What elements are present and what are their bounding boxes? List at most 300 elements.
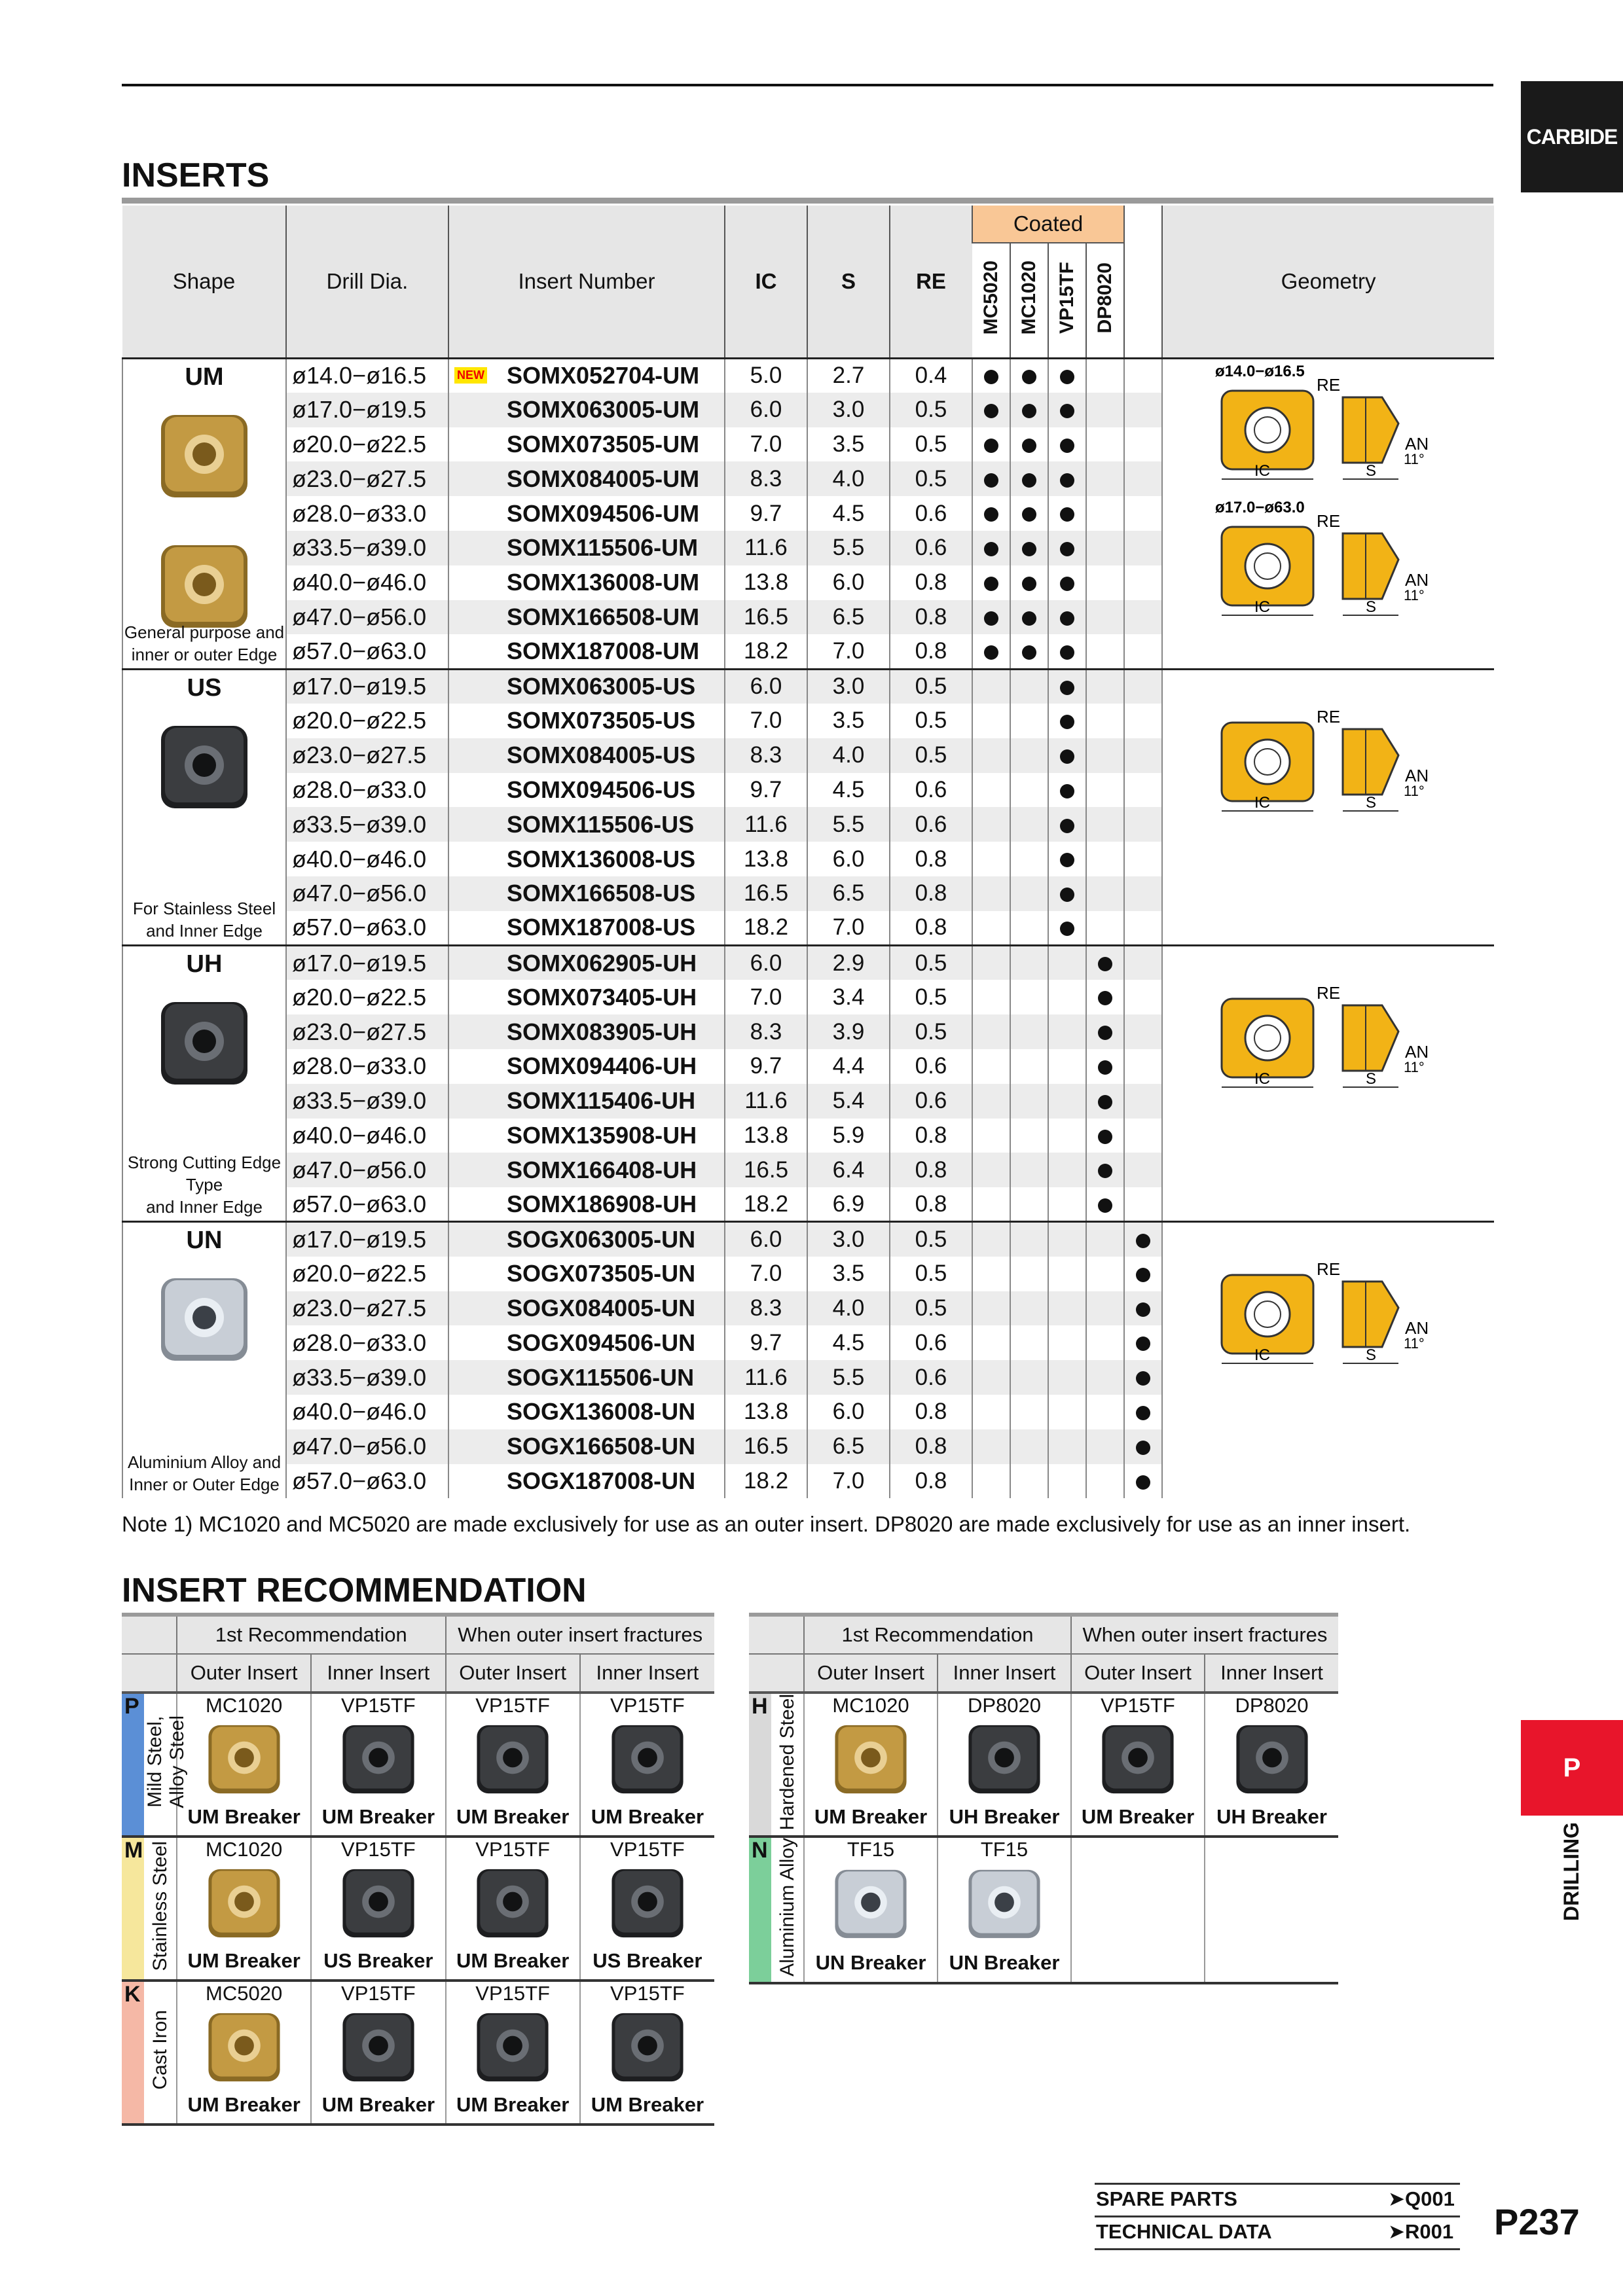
s-value: 6.0 — [807, 1395, 890, 1429]
insert-number[interactable] — [448, 876, 725, 911]
insert-number-text: SOGX084005-UN — [507, 1294, 696, 1321]
grade-availability — [1086, 1119, 1124, 1153]
material-code-k: K — [122, 1981, 144, 2125]
insert-number[interactable] — [448, 1187, 725, 1222]
ic-value: 6.0 — [725, 669, 807, 704]
svg-text:IC: IC — [1254, 793, 1271, 812]
ic-value: 7.0 — [725, 980, 807, 1014]
grade-availability — [1086, 1014, 1124, 1049]
recommended-grade: TF15 — [938, 1837, 1071, 1863]
recommended-grade: VP15TF — [311, 1693, 445, 1719]
grade-availability — [1010, 1187, 1048, 1222]
col-tf15-spacer — [1124, 206, 1162, 358]
drilling-label: DRILLING — [1559, 1822, 1583, 1922]
grade-availability — [1086, 531, 1124, 565]
grade-availability — [1010, 1222, 1048, 1257]
insert-number[interactable] — [448, 1014, 725, 1049]
grade-availability — [1010, 358, 1048, 393]
recommended-grade: VP15TF — [446, 1837, 580, 1863]
ic-value: 13.8 — [725, 565, 807, 600]
inserts-title-bar — [122, 198, 1493, 204]
grade-availability — [972, 1187, 1010, 1222]
insert-number-text: SOGX063005-UN — [507, 1226, 696, 1253]
drill-dia: ø23.0−ø27.5 — [286, 738, 448, 773]
insert-note: Note 1) MC1020 and MC5020 are made exclusively for use as an outer insert. DP8020 are made exclusively for use as an inner insert. — [122, 1512, 1411, 1536]
category-tab[interactable] — [1521, 81, 1623, 192]
grade-availability — [1086, 600, 1124, 635]
breaker-type: UM Breaker — [580, 1805, 714, 1837]
insert-number[interactable] — [448, 946, 725, 980]
grade-availability — [1086, 704, 1124, 738]
insert-number[interactable] — [448, 461, 725, 496]
grade-availability — [1124, 1084, 1162, 1119]
grade-availability — [1048, 634, 1086, 669]
drill-dia: ø17.0−ø19.5 — [286, 393, 448, 427]
shape-cell-un — [122, 1222, 286, 1498]
insert-number-text: SOMX094506-US — [507, 776, 696, 803]
availability-dot-icon — [984, 370, 998, 384]
breaker-type: UM Breaker — [446, 2093, 580, 2125]
insert-number[interactable] — [448, 911, 725, 946]
recommended-insert-photo — [580, 2007, 714, 2093]
grade-availability — [1086, 358, 1124, 393]
drill-dia: ø17.0−ø19.5 — [286, 946, 448, 980]
s-value: 3.0 — [807, 1222, 890, 1257]
s-value: 2.7 — [807, 358, 890, 393]
drill-dia: ø20.0−ø22.5 — [286, 704, 448, 738]
insert-number[interactable] — [448, 531, 725, 565]
grade-availability — [972, 461, 1010, 496]
hdr-outer-insert: Outer Insert — [1071, 1654, 1205, 1693]
breaker-type: UM Breaker — [177, 2093, 311, 2125]
s-value: 3.5 — [807, 1257, 890, 1291]
recommended-insert-photo — [446, 2007, 580, 2093]
re-value: 0.5 — [890, 1257, 972, 1291]
grade-availability — [1048, 1257, 1086, 1291]
grade-availability — [1124, 980, 1162, 1014]
hdr-inner-insert: Inner Insert — [938, 1654, 1071, 1693]
svg-text:AN: AN — [1405, 765, 1429, 785]
geometry-drawing — [1163, 365, 1494, 495]
drill-dia: ø33.5−ø39.0 — [286, 1360, 448, 1395]
drill-dia: ø57.0−ø63.0 — [286, 1187, 448, 1222]
grade-availability — [1124, 1325, 1162, 1360]
grade-availability — [972, 358, 1010, 393]
grade-availability — [972, 1257, 1010, 1291]
insert-number[interactable] — [448, 704, 725, 738]
ic-value: 9.7 — [725, 496, 807, 531]
grade-availability — [972, 393, 1010, 427]
re-value: 0.5 — [890, 980, 972, 1014]
grade-availability — [1010, 496, 1048, 531]
hdr-outer-insert: Outer Insert — [804, 1654, 938, 1693]
grade-availability — [1124, 565, 1162, 600]
breaker-type: UN Breaker — [804, 1951, 938, 1983]
insert-number-text: SOMX084005-US — [507, 742, 696, 769]
material-name: Cast Iron — [144, 1981, 177, 2125]
drill-dia: ø28.0−ø33.0 — [286, 773, 448, 808]
drill-dia: ø57.0−ø63.0 — [286, 634, 448, 669]
grade-availability — [1048, 1119, 1086, 1153]
grade-availability — [1124, 634, 1162, 669]
grade-availability — [1086, 1360, 1124, 1395]
col-s: S — [807, 206, 890, 358]
ic-value: 9.7 — [725, 1049, 807, 1084]
geometry-cell-uh — [1162, 946, 1494, 1222]
availability-dot-icon — [984, 542, 998, 556]
geometry-drawing — [1163, 501, 1494, 632]
availability-dot-icon — [1098, 991, 1112, 1005]
grade-availability — [972, 1084, 1010, 1119]
grade-availability — [1124, 1187, 1162, 1222]
shape-caption: For Stainless Steel and Inner Edge — [132, 899, 276, 941]
recommended-grade: VP15TF — [311, 1837, 445, 1863]
s-value: 3.9 — [807, 1014, 890, 1049]
s-value: 5.4 — [807, 1084, 890, 1119]
grade-availability — [1048, 531, 1086, 565]
availability-dot-icon — [1022, 439, 1036, 453]
insert-number[interactable] — [448, 807, 725, 842]
drill-dia: ø23.0−ø27.5 — [286, 1291, 448, 1326]
grade-availability — [1086, 911, 1124, 946]
shape-cell-us — [122, 669, 286, 945]
grade-availability — [1124, 427, 1162, 462]
availability-dot-icon — [1060, 888, 1074, 902]
availability-dot-icon — [1060, 577, 1074, 591]
grade-availability — [1010, 807, 1048, 842]
re-value: 0.6 — [890, 773, 972, 808]
drill-dia: ø40.0−ø46.0 — [286, 565, 448, 600]
insert-number-text: SOMX083905-UH — [507, 1018, 697, 1045]
grade-availability — [1048, 704, 1086, 738]
availability-dot-icon — [984, 439, 998, 453]
insert-number[interactable] — [448, 1395, 725, 1429]
insert-number[interactable] — [448, 1325, 725, 1360]
hdr-outer-insert: Outer Insert — [177, 1654, 311, 1693]
insert-number-text: SOMX186908-UH — [507, 1190, 697, 1217]
grade-availability — [1048, 876, 1086, 911]
availability-dot-icon — [1060, 922, 1074, 936]
grade-availability — [1048, 565, 1086, 600]
grade-availability — [1048, 807, 1086, 842]
grade-availability — [1048, 1360, 1086, 1395]
ic-value: 16.5 — [725, 600, 807, 635]
material-name: Mild Steel, Alloy Steel — [144, 1693, 177, 1837]
grade-availability — [972, 876, 1010, 911]
s-value: 3.5 — [807, 704, 890, 738]
hdr-outer-fracture: When outer insert fractures — [446, 1617, 715, 1654]
recommended-grade: MC1020 — [177, 1837, 311, 1863]
ic-value: 6.0 — [725, 393, 807, 427]
geometry-drawing — [1163, 973, 1494, 1103]
insert-number[interactable] — [448, 1084, 725, 1119]
s-value: 6.5 — [807, 600, 890, 635]
col-re: RE — [890, 206, 972, 358]
availability-dot-icon — [1060, 542, 1074, 556]
insert-number-text: SOMX166508-US — [507, 880, 696, 907]
grade-availability — [1124, 461, 1162, 496]
grade-availability — [972, 773, 1010, 808]
breaker-type: UM Breaker — [804, 1805, 938, 1837]
grade-availability — [1010, 1119, 1048, 1153]
s-value: 3.0 — [807, 393, 890, 427]
re-value: 0.8 — [890, 565, 972, 600]
availability-dot-icon — [1060, 507, 1074, 522]
grade-availability — [1086, 946, 1124, 980]
recommended-grade: VP15TF — [580, 1693, 714, 1719]
material-name: Aluminium Alloy — [771, 1837, 804, 1983]
insert-number[interactable] — [448, 1360, 725, 1395]
insert-number-text: SOMX166408-UH — [507, 1156, 697, 1183]
svg-text:RE: RE — [1317, 511, 1341, 531]
insert-number-text: SOMX166508-UM — [507, 603, 700, 630]
grade-availability — [1010, 1325, 1048, 1360]
insert-number[interactable] — [448, 1119, 725, 1153]
drill-dia: ø47.0−ø56.0 — [286, 876, 448, 911]
availability-dot-icon — [984, 645, 998, 660]
svg-text:IC: IC — [1254, 598, 1271, 616]
ic-value: 6.0 — [725, 946, 807, 980]
drill-dia: ø57.0−ø63.0 — [286, 1464, 448, 1499]
svg-text:RE: RE — [1317, 374, 1341, 395]
insert-photo — [123, 718, 285, 822]
availability-dot-icon — [1022, 507, 1036, 522]
re-value: 0.6 — [890, 1360, 972, 1395]
breaker-type — [1205, 1951, 1338, 1983]
grade-availability — [1124, 1464, 1162, 1499]
s-value: 4.5 — [807, 1325, 890, 1360]
insert-number[interactable] — [448, 738, 725, 773]
re-value: 0.8 — [890, 634, 972, 669]
hdr-1st-recommendation: 1st Recommendation — [804, 1617, 1071, 1654]
insert-number[interactable] — [448, 1153, 725, 1187]
insert-number[interactable] — [448, 1429, 725, 1464]
insert-number[interactable] — [448, 980, 725, 1014]
availability-dot-icon — [1022, 577, 1036, 591]
availability-dot-icon — [1060, 370, 1074, 384]
grade-availability — [1010, 1084, 1048, 1119]
re-value: 0.5 — [890, 1014, 972, 1049]
ic-value: 11.6 — [725, 1084, 807, 1119]
insert-number[interactable] — [448, 393, 725, 427]
s-value: 4.4 — [807, 1049, 890, 1084]
insert-number[interactable] — [448, 1222, 725, 1257]
recommended-grade: VP15TF — [580, 1837, 714, 1863]
grade-availability — [1048, 461, 1086, 496]
recommended-insert-photo — [311, 1863, 445, 1949]
ic-value: 8.3 — [725, 1014, 807, 1049]
availability-dot-icon — [1136, 1441, 1150, 1455]
ic-value: 16.5 — [725, 876, 807, 911]
insert-number[interactable] — [448, 358, 725, 393]
footer-link-spare-parts[interactable]: SPARE PARTS — [1096, 2187, 1237, 2210]
insert-number-text: SOMX136008-US — [507, 845, 696, 872]
re-value: 0.8 — [890, 1153, 972, 1187]
availability-dot-icon — [1098, 1130, 1112, 1144]
insert-number[interactable] — [448, 427, 725, 462]
shape-code: UH — [186, 950, 223, 978]
hdr-outer-insert: Outer Insert — [446, 1654, 580, 1693]
footer-ref-q001[interactable] — [1388, 2187, 1455, 2211]
shape-cell-um — [122, 358, 286, 669]
grade-availability — [1010, 1257, 1048, 1291]
recommended-insert-photo — [1205, 1863, 1338, 1951]
geometry-cell-um — [1162, 358, 1494, 669]
grade-availability — [972, 1049, 1010, 1084]
recommended-insert-photo — [1071, 1719, 1205, 1805]
grade-availability — [1086, 1464, 1124, 1499]
insert-number[interactable] — [448, 565, 725, 600]
grade-availability — [1086, 427, 1124, 462]
grade-availability — [1048, 1429, 1086, 1464]
re-value: 0.8 — [890, 1187, 972, 1222]
grade-availability — [1010, 911, 1048, 946]
s-value: 6.5 — [807, 1429, 890, 1464]
page-number: P237 — [1494, 2201, 1580, 2242]
insert-number[interactable] — [448, 1049, 725, 1084]
recommended-grade: DP8020 — [938, 1693, 1071, 1719]
grade-availability — [1086, 1257, 1124, 1291]
breaker-type: UM Breaker — [177, 1805, 311, 1837]
grade-availability — [1048, 600, 1086, 635]
availability-dot-icon — [1098, 1026, 1112, 1040]
grade-availability — [1048, 842, 1086, 876]
drill-dia: ø33.5−ø39.0 — [286, 807, 448, 842]
shape-cell-uh — [122, 946, 286, 1222]
s-value: 6.5 — [807, 876, 890, 911]
drill-dia: ø57.0−ø63.0 — [286, 911, 448, 946]
grade-availability — [1010, 600, 1048, 635]
grade-availability — [1124, 1153, 1162, 1187]
availability-dot-icon — [984, 577, 998, 591]
grade-availability — [972, 946, 1010, 980]
grade-availability — [1010, 946, 1048, 980]
svg-text:S: S — [1366, 598, 1377, 616]
ic-value: 13.8 — [725, 1395, 807, 1429]
availability-dot-icon — [1136, 1475, 1150, 1490]
availability-dot-icon — [1098, 1095, 1112, 1109]
re-value: 0.6 — [890, 496, 972, 531]
grade-availability — [1048, 738, 1086, 773]
grade-availability — [1124, 1014, 1162, 1049]
recommended-grade: MC1020 — [804, 1693, 938, 1719]
insert-number[interactable] — [448, 600, 725, 635]
grade-availability — [1124, 738, 1162, 773]
re-value: 0.8 — [890, 1395, 972, 1429]
footer-ref-r001[interactable] — [1388, 2220, 1453, 2244]
ic-value: 13.8 — [725, 1119, 807, 1153]
recommendation-table-left — [122, 1617, 714, 2126]
insert-number[interactable] — [448, 1464, 725, 1499]
ic-value: 16.5 — [725, 1153, 807, 1187]
insert-number[interactable] — [448, 1291, 725, 1326]
grade-availability — [972, 1153, 1010, 1187]
shape-caption: Aluminium Alloy and Inner or Outer Edge — [127, 1452, 282, 1495]
breaker-type: UH Breaker — [938, 1805, 1071, 1837]
section-tab-p[interactable] — [1521, 1720, 1623, 1816]
material-name: Stainless Steel — [144, 1837, 177, 1981]
grade-availability — [972, 980, 1010, 1014]
svg-text:ø14.0−ø16.5: ø14.0−ø16.5 — [1215, 364, 1305, 380]
grade-mc1020: MC1020 — [1018, 260, 1040, 335]
availability-dot-icon — [1060, 853, 1074, 867]
footer-ref-q001-text: Q001 — [1404, 2187, 1455, 2210]
grade-availability — [1048, 427, 1086, 462]
availability-dot-icon — [1060, 681, 1074, 695]
svg-text:IC: IC — [1254, 1070, 1271, 1088]
availability-dot-icon — [984, 611, 998, 626]
insert-number[interactable] — [448, 496, 725, 531]
drill-dia: ø28.0−ø33.0 — [286, 1325, 448, 1360]
insert-number[interactable] — [448, 634, 725, 669]
grade-availability — [1124, 807, 1162, 842]
insert-number-text: SOGX136008-UN — [507, 1398, 696, 1426]
footer-rule-2 — [1095, 2215, 1460, 2217]
insert-number[interactable] — [448, 773, 725, 808]
breaker-type: UM Breaker — [1071, 1805, 1205, 1837]
s-value: 4.5 — [807, 773, 890, 808]
recommended-grade: MC5020 — [177, 1981, 311, 2007]
grade-vp15tf: VP15TF — [1056, 261, 1078, 334]
grade-availability — [1124, 876, 1162, 911]
s-value: 6.0 — [807, 842, 890, 876]
svg-text:11°: 11° — [1404, 586, 1425, 603]
material-code-h: H — [749, 1693, 771, 1837]
insert-photo — [123, 407, 285, 511]
arrow-right-icon: ➤ — [1388, 2220, 1405, 2243]
s-value: 2.9 — [807, 946, 890, 980]
breaker-type: UN Breaker — [938, 1951, 1071, 1983]
grade-availability — [972, 1429, 1010, 1464]
svg-text:S: S — [1366, 1070, 1377, 1088]
grade-availability — [1010, 1014, 1048, 1049]
breaker-type: UH Breaker — [1205, 1805, 1338, 1837]
re-value: 0.5 — [890, 669, 972, 704]
grade-availability — [1086, 669, 1124, 704]
grade-availability — [1086, 1153, 1124, 1187]
insert-number-text: SOMX115506-UM — [507, 534, 699, 562]
svg-text:AN: AN — [1405, 1318, 1429, 1338]
re-value: 0.4 — [890, 358, 972, 393]
drill-dia: ø33.5−ø39.0 — [286, 1084, 448, 1119]
section-tab-label: P — [1563, 1753, 1581, 1782]
recommended-insert-photo — [580, 1719, 714, 1805]
geometry-cell-un — [1162, 1222, 1494, 1498]
grade-availability — [1010, 565, 1048, 600]
grade-availability — [1086, 842, 1124, 876]
grade-availability — [1086, 565, 1124, 600]
s-value: 4.0 — [807, 1291, 890, 1326]
material-code-p: P — [122, 1693, 144, 1837]
re-value: 0.8 — [890, 911, 972, 946]
insert-number[interactable] — [448, 669, 725, 704]
footer-link-technical-data[interactable]: TECHNICAL DATA — [1096, 2220, 1272, 2243]
drill-dia: ø23.0−ø27.5 — [286, 461, 448, 496]
grade-availability — [1124, 1429, 1162, 1464]
insert-number-text: SOMX115406-UH — [507, 1087, 696, 1115]
availability-dot-icon — [1136, 1371, 1150, 1386]
insert-number[interactable] — [448, 1257, 725, 1291]
insert-number[interactable] — [448, 842, 725, 876]
grade-availability — [1010, 1429, 1048, 1464]
grade-availability — [972, 669, 1010, 704]
grade-availability — [1048, 1464, 1086, 1499]
recommended-insert-photo — [938, 1719, 1071, 1805]
availability-dot-icon — [1060, 439, 1074, 453]
inserts-table — [122, 206, 1494, 1498]
recommended-insert-photo — [446, 1863, 580, 1949]
table-row — [122, 669, 1494, 704]
